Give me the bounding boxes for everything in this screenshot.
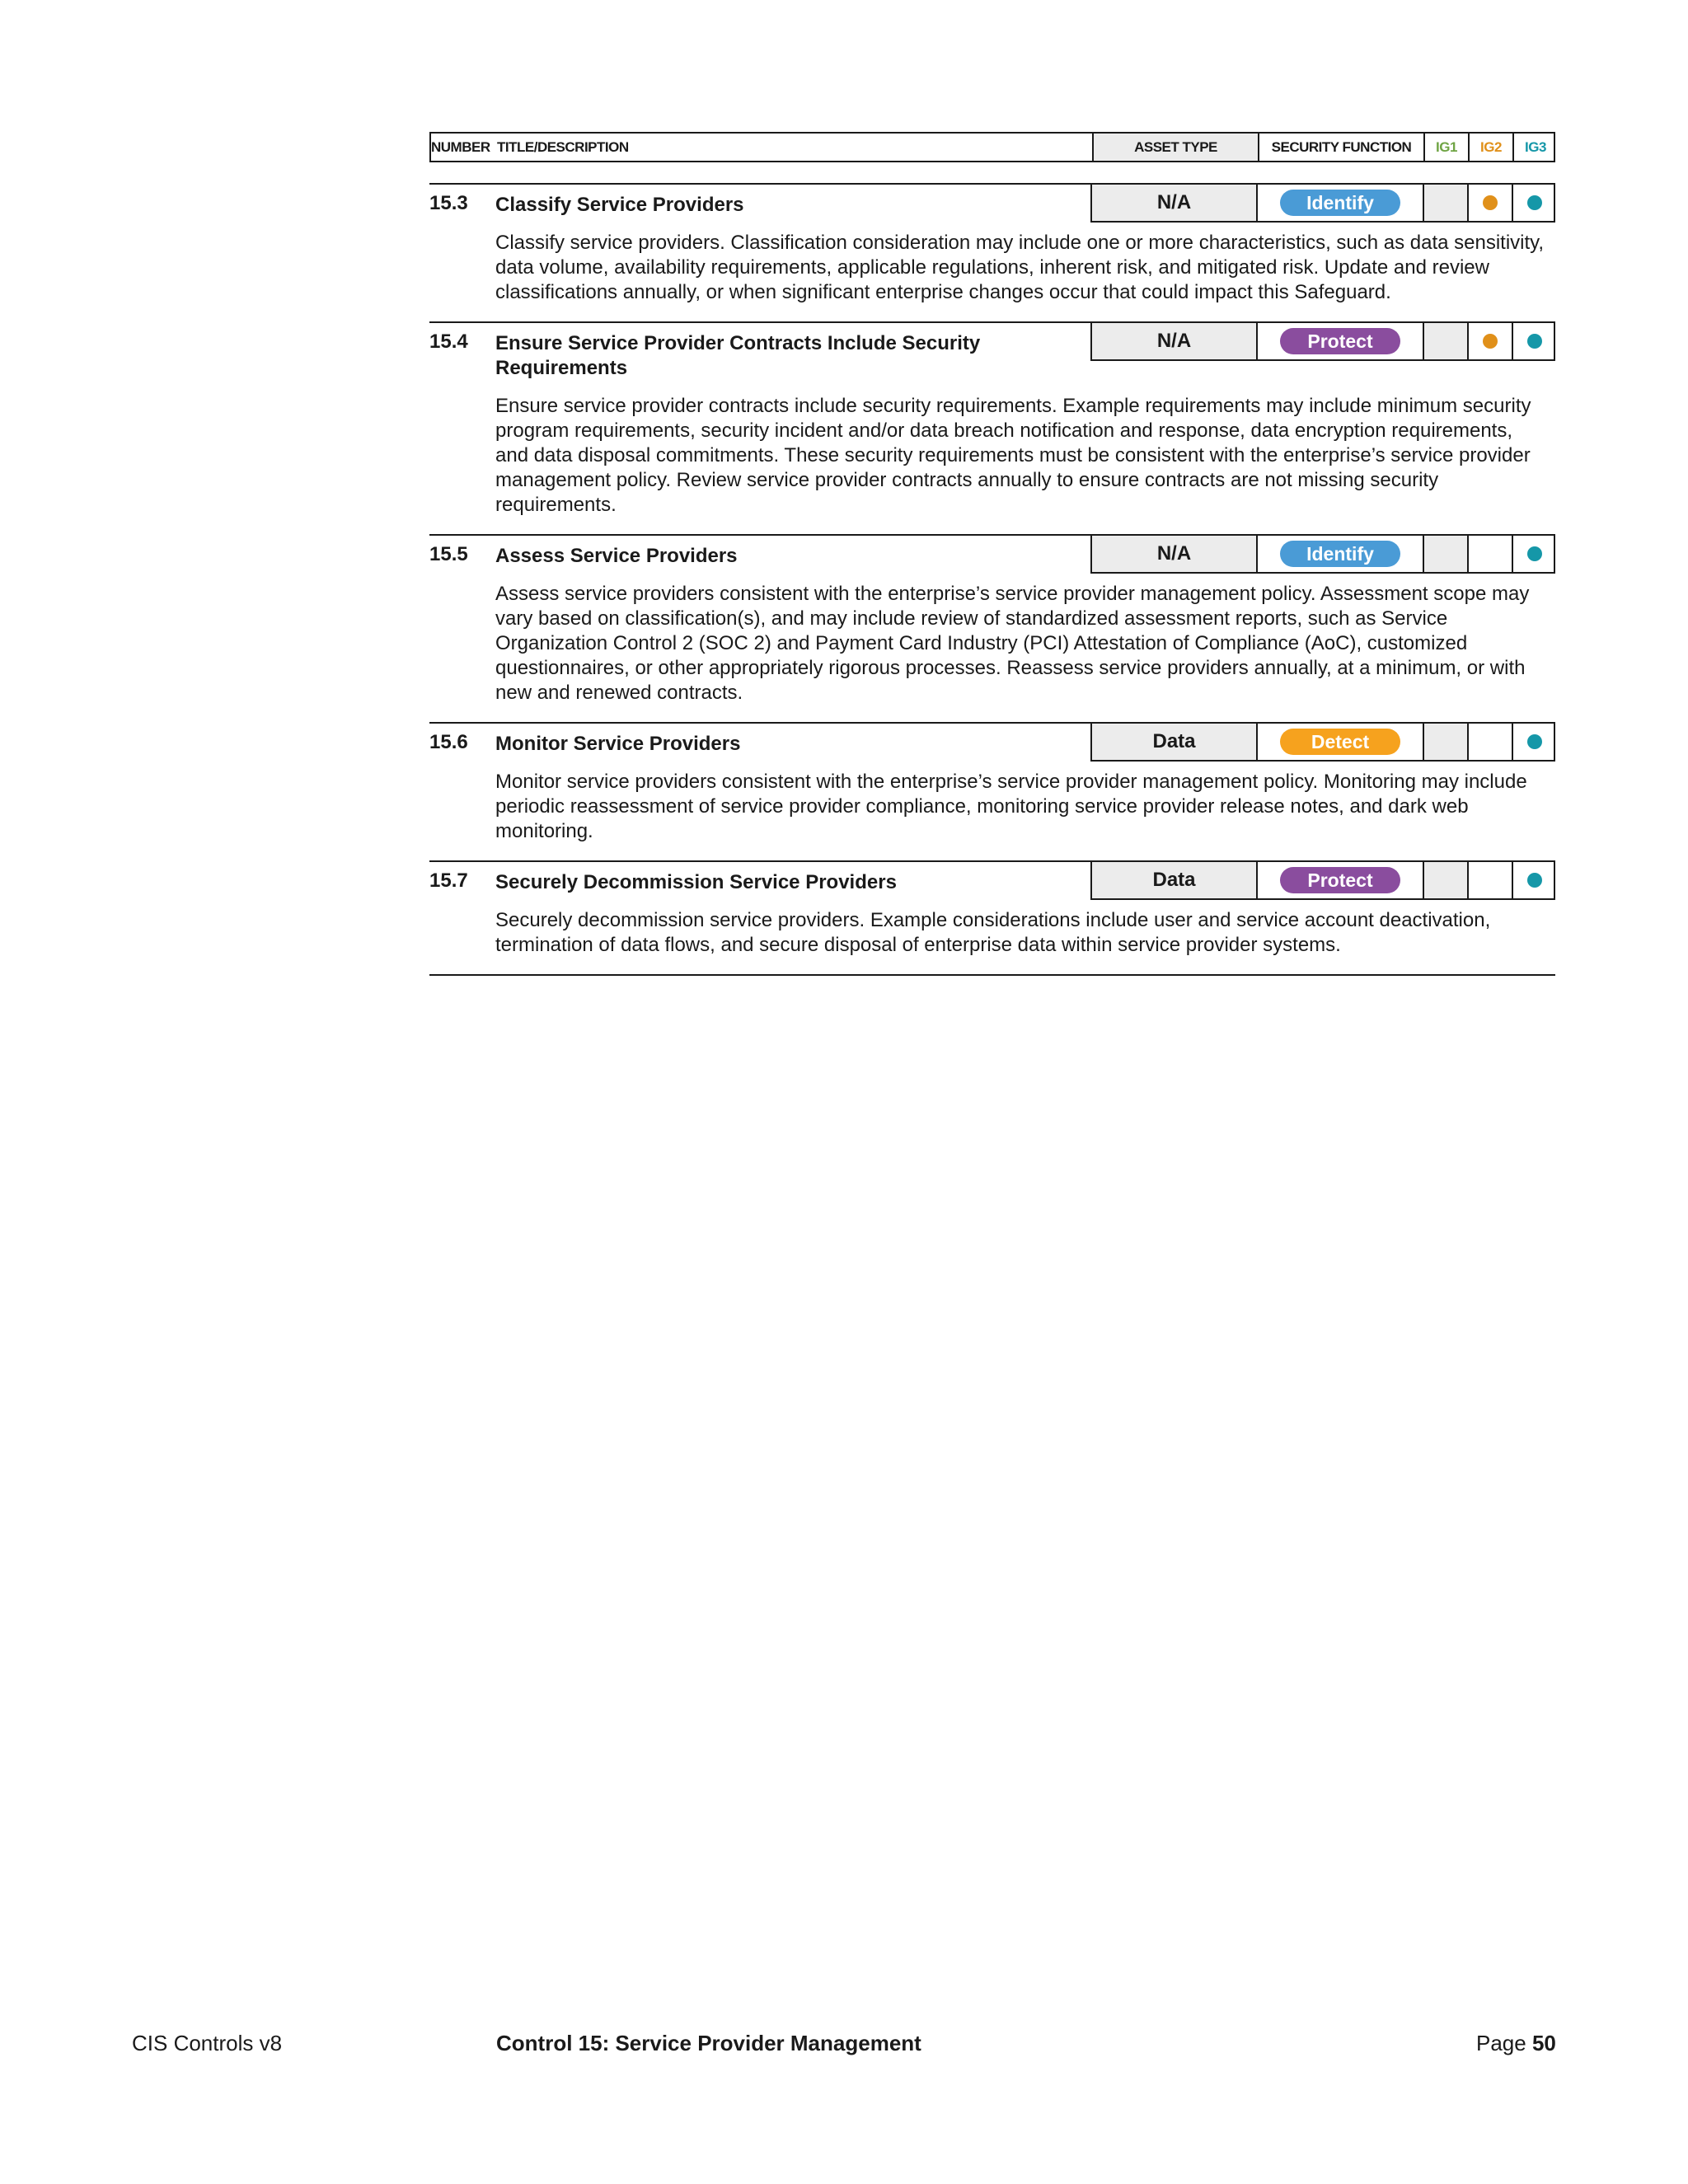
safeguard-attributes (1090, 185, 1555, 223)
safeguard-row (429, 183, 1555, 321)
safeguard-row (429, 722, 1555, 860)
safeguard-number: 15.6 (429, 731, 468, 753)
safeguard-description: Ensure service provider contracts include security requirements. Example requirements may include minimum security program requirements, security incident and/or data breach notification and response, data encryption requirements, and data disposal commitments. These security requirements must be consistent with the enterprise’s service provider management policy. Review service provider contracts annually to ensure contracts are not missing security requirements. (495, 395, 1531, 516)
ig3-dot-icon (1527, 546, 1542, 561)
safeguard-attributes (1090, 323, 1555, 361)
safeguard-bar (429, 724, 1555, 762)
ig2-cell (1467, 724, 1512, 760)
safeguard-description: Securely decommission service providers. Example considerations include user and service account deactivation, termination of data flows, and secure disposal of enterprise data within service provider systems. (495, 909, 1491, 956)
ig1-cell (1423, 536, 1467, 572)
security-function-cell (1256, 185, 1423, 221)
header-number: NUMBER (431, 138, 490, 155)
header-asset-type: ASSET TYPE (1092, 134, 1258, 161)
ig3-dot-icon (1527, 334, 1542, 349)
ig3-dot-icon (1527, 873, 1542, 888)
safeguard-title: Assess Service Providers (495, 545, 738, 567)
header-ig3: IG3 (1512, 134, 1557, 161)
security-function-badge: Identify (1280, 541, 1400, 567)
ig3-cell (1512, 862, 1555, 898)
table-end-rule (429, 974, 1555, 976)
safeguard-attributes (1090, 536, 1555, 574)
ig1-cell (1423, 323, 1467, 359)
safeguard-attributes (1090, 724, 1555, 762)
header-ig2: IG2 (1468, 134, 1512, 161)
safeguard-number: 15.3 (429, 192, 468, 214)
security-function-cell (1256, 862, 1423, 898)
footer-control-title: Control 15: Service Provider Management (496, 2031, 921, 2055)
ig1-cell (1423, 185, 1467, 221)
security-function-badge: Protect (1280, 328, 1400, 354)
ig2-cell (1467, 536, 1512, 572)
security-function-cell (1256, 536, 1423, 572)
ig1-cell (1423, 724, 1467, 760)
ig2-cell (1467, 185, 1512, 221)
header-title-description: TITLE/DESCRIPTION (497, 138, 629, 155)
ig3-dot-icon (1527, 195, 1542, 210)
safeguard-title: Securely Decommission Service Providers (495, 871, 897, 893)
asset-type-cell: N/A (1092, 323, 1256, 359)
footer-page-number (1476, 2031, 1556, 2056)
ig1-cell (1423, 862, 1467, 898)
ig3-dot-icon (1527, 734, 1542, 749)
ig3-cell (1512, 185, 1555, 221)
safeguard-row (429, 321, 1555, 534)
safeguard-number: 15.7 (429, 869, 468, 892)
safeguard-bar (429, 862, 1555, 900)
ig3-cell (1512, 724, 1555, 760)
ig3-cell (1512, 536, 1555, 572)
ig2-dot-icon (1483, 334, 1498, 349)
safeguard-title: Classify Service Providers (495, 194, 744, 216)
ig2-cell (1467, 323, 1512, 359)
asset-type-cell: Data (1092, 724, 1256, 760)
safeguard-bar (429, 185, 1555, 223)
footer-page-value: 50 (1531, 2031, 1556, 2055)
safeguard-rows (429, 183, 1555, 974)
header-security-function: SECURITY FUNCTION (1258, 134, 1423, 161)
footer-document-name: CIS Controls v8 (132, 2031, 283, 2055)
ig2-cell (1467, 862, 1512, 898)
safeguard-bar (429, 536, 1555, 574)
security-function-cell (1256, 323, 1423, 359)
safeguards-table (429, 132, 1555, 976)
footer-page-prefix: Page (1476, 2031, 1526, 2055)
ig3-cell (1512, 323, 1555, 359)
safeguard-bar (429, 323, 1555, 386)
safeguard-row (429, 534, 1555, 722)
safeguard-number: 15.4 (429, 330, 468, 353)
asset-type-cell: Data (1092, 862, 1256, 898)
safeguard-row (429, 860, 1555, 974)
safeguard-description: Assess service providers consistent with the enterprise’s service provider management policy. Assessment scope may vary based on classification(s), and may include review of standardized assessment reports, such as Service Organization Control 2 (SOC 2) and Payment Card Industry (PCI) Attestation of Compliance (AoC), customized questionnaires, or other appropriately rigorous processes. Reassess service providers annually, at a minimum, or with new and renewed contracts. (495, 583, 1530, 704)
safeguard-title: Monitor Service Providers (495, 733, 741, 755)
safeguard-attributes (1090, 862, 1555, 900)
asset-type-cell: N/A (1092, 536, 1256, 572)
safeguard-number: 15.5 (429, 543, 468, 565)
security-function-badge: Identify (1280, 190, 1400, 216)
asset-type-cell: N/A (1092, 185, 1256, 221)
table-header (429, 132, 1555, 162)
safeguard-description: Monitor service providers consistent with the enterprise’s service provider management policy. Monitoring may include periodic reassessment of service provider compliance, monitoring service provider release notes, and dark web monitoring. (495, 771, 1527, 842)
safeguard-description: Classify service providers. Classification consideration may include one or more characteristics, such as data sensitivity, data volume, availability requirements, applicable regulations, inherent risk, and mitigated risk. Update and review classifications annually, or when significant enterprise changes occur that could impact this Safeguard. (495, 232, 1545, 303)
security-function-cell (1256, 724, 1423, 760)
security-function-badge: Protect (1280, 867, 1400, 893)
ig2-dot-icon (1483, 195, 1498, 210)
safeguard-title: Ensure Service Provider Contracts Include Security Requirements (495, 332, 981, 379)
security-function-badge: Detect (1280, 729, 1400, 755)
header-ig1: IG1 (1423, 134, 1468, 161)
